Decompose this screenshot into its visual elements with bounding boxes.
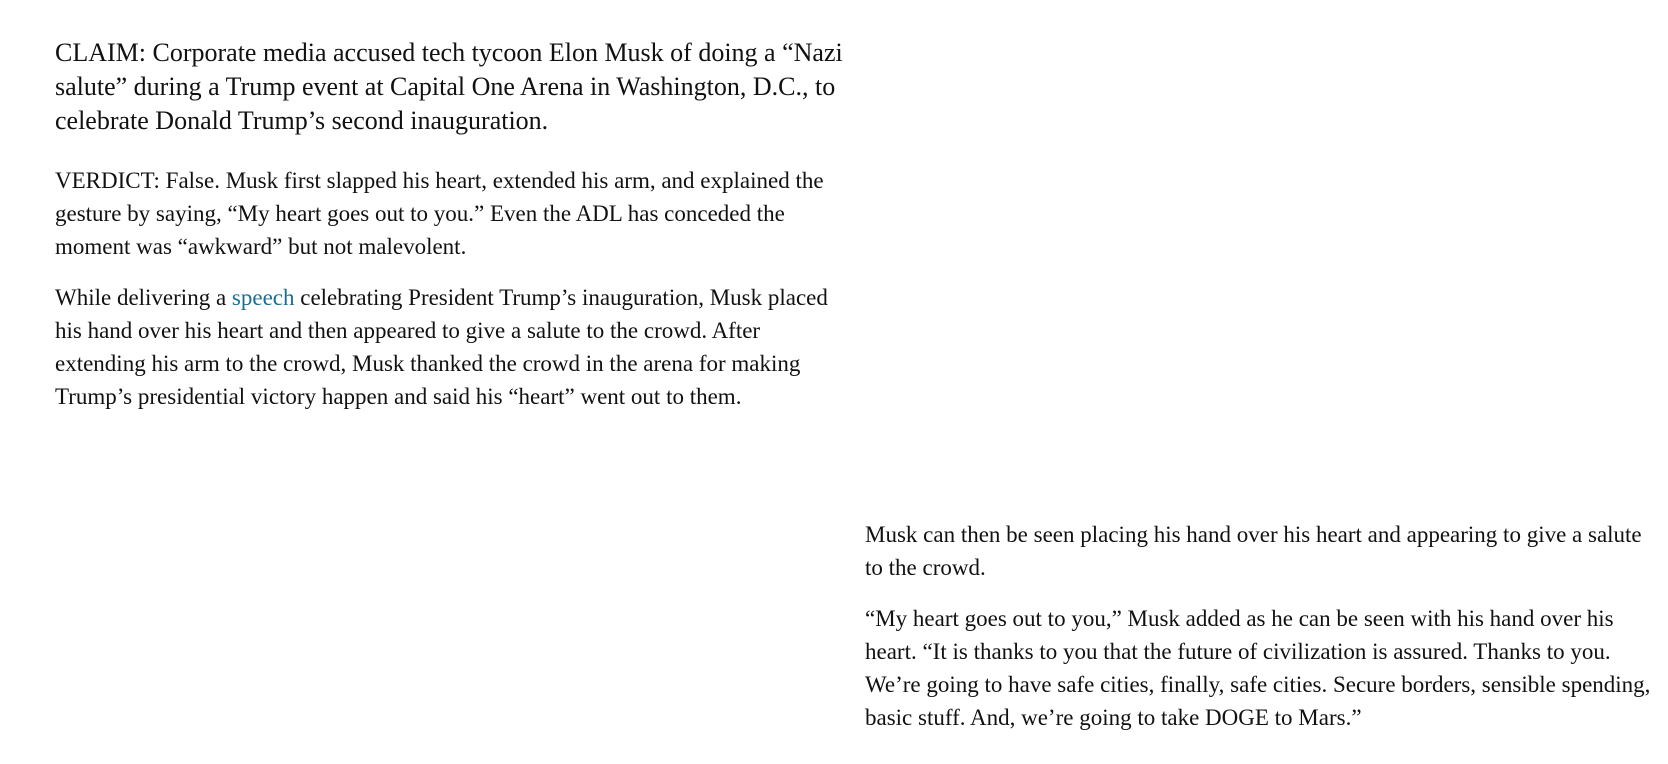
claim-paragraph: CLAIM: Corporate media accused tech tycoon Elon Musk of doing a “Nazi salute” during a Trump event at Capital One Arena in Washington, D.C., to celebrate Donald Trump’s second inauguration. bbox=[55, 38, 843, 135]
speech-paragraph-rest: celebrating President Trump’s inauguration, Musk placed his hand over his heart and then appeared to give a salute to the crowd. After extending his arm to the crowd, Musk thanked the crowd in the arena for making Trump’s presidential victory happen and said his “heart” went out to them. bbox=[55, 285, 828, 409]
speech-paragraph bbox=[55, 281, 845, 413]
article-column-right bbox=[865, 518, 1655, 752]
salute-paragraph: Musk can then be seen placing his hand over his heart and appearing to give a salute to the crowd. bbox=[865, 522, 1642, 580]
verdict-paragraph: VERDICT: False. Musk first slapped his heart, extended his arm, and explained the gesture by saying, “My heart goes out to you.” Even the ADL has conceded the moment was “awkward” but not malevolent. bbox=[55, 168, 824, 259]
quote-paragraph: “My heart goes out to you,” Musk added as he can be seen with his hand over his heart. “It is thanks to you that the future of civilization is assured. Thanks to you. We’re going to have safe cities, finally, safe cities. Secure borders, sensible spending, basic stuff. And, we’re going to take DOGE to Mars.” bbox=[865, 606, 1651, 730]
speech-link[interactable]: speech bbox=[231, 285, 295, 310]
speech-paragraph-lead: While delivering a bbox=[55, 285, 232, 310]
article-column-left bbox=[55, 36, 845, 431]
